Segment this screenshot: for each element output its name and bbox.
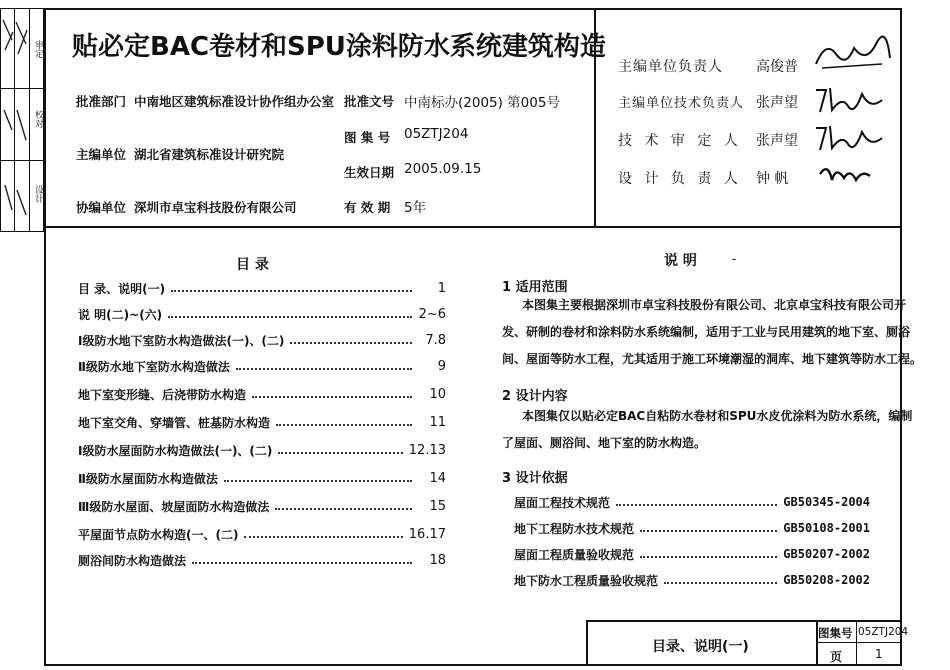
toc-item-text: Ⅱ级防水地下室防水构造做法 [78, 359, 230, 374]
standard-row [514, 518, 870, 538]
atlas-no-value: 05ZTJ204 [404, 126, 469, 142]
toc-item[interactable] [78, 440, 446, 460]
toc-item-page: 12.13 [408, 442, 446, 458]
toc-item[interactable] [78, 524, 446, 544]
side-scribble-icon [0, 10, 30, 230]
toc-item[interactable] [78, 496, 446, 516]
toc-item-page: 7.8 [425, 332, 446, 348]
toc-item-text: Ⅱ级防水屋面防水构造做法 [78, 471, 218, 486]
notes-section-title: 3 设计依据 [502, 471, 568, 486]
signature [812, 120, 888, 160]
notes-heading-mark: - [732, 252, 737, 266]
co-unit-value: 深圳市卓宝科技股份有限公司 [134, 200, 297, 215]
notes-paragraph-line: 本图集仅以贴必定BAC自粘防水卷材和SPU水皮优涂料为防水系统，编制 [522, 409, 913, 423]
toc-item-page: 9 [437, 358, 446, 374]
standard-code: GB50108-2001 [783, 521, 870, 535]
approval-dept-label: 批准部门 [76, 94, 127, 109]
standard-code: GB50345-2004 [783, 495, 870, 509]
chief-unit-value: 湖北省建筑标准设计研究院 [134, 147, 285, 162]
effective-date-label: 生效日期 [344, 165, 395, 180]
signature [816, 160, 876, 194]
atlas-no-label-tb: 图集号 [818, 626, 853, 640]
approval-doc-label: 批准文号 [344, 94, 395, 109]
toc-item-page: 1 [437, 280, 446, 296]
standard-row [514, 492, 870, 512]
toc-item[interactable] [78, 356, 446, 376]
resp-role: 技 术 审 定 人 [618, 133, 742, 149]
standard-name: 地下工程防水技术规范 [514, 521, 635, 536]
chief-unit-label: 主编单位 [76, 147, 127, 162]
toc-item-text: 地下室变形缝、后浇带防水构造 [78, 387, 247, 402]
side-cell-check: 校对 [33, 110, 43, 128]
resp-role: 主编单位技术负责人 [618, 96, 745, 111]
standard-code: GB50208-2002 [783, 573, 870, 587]
toc-item[interactable] [78, 550, 446, 570]
toc-item[interactable] [78, 304, 446, 324]
signature [812, 82, 888, 122]
notes-heading: 说 明 [664, 253, 697, 269]
validity-value: 5年 [404, 200, 427, 216]
validity-label: 有 效 期 [344, 200, 391, 215]
resp-name: 张声望 [756, 133, 798, 149]
approval-doc-value: 中南标办(2005) 第005号 [404, 95, 560, 111]
resp-role: 主编单位负责人 [618, 59, 723, 75]
standard-row [514, 570, 870, 590]
toc-item-text: 平屋面节点防水构造(一、(二) [78, 527, 239, 542]
atlas-no-value-tb: 05ZTJ204 [858, 626, 909, 638]
page-number: 1 [875, 647, 883, 661]
notes-paragraph-line: 发、研制的卷材和涂料防水系统编制，适用于工业与民用建筑的地下室、厕浴 [502, 325, 911, 339]
toc-heading: 目 录 [236, 257, 269, 273]
atlas-no-label: 图 集 号 [344, 130, 391, 145]
notes-paragraph-line: 间、屋面等防水工程，尤其适用于施工环境潮湿的洞库、地下建筑等防水工程。 [502, 352, 923, 366]
page-title: 贴必定BAC卷材和SPU涂料防水系统建筑构造 [72, 32, 606, 62]
standard-name: 地下防水工程质量验收规范 [514, 573, 659, 588]
toc-item-text: Ⅰ级防水屋面防水构造做法(一)、(二) [78, 443, 273, 458]
standard-name: 屋面工程质量验收规范 [514, 547, 635, 562]
toc-item-text: 地下室交角、穿墙管、桩基防水构造 [78, 415, 271, 430]
toc-item-page: 10 [429, 386, 446, 402]
sheet-title: 目录、说明(一) [652, 639, 749, 655]
side-cell-review: 审定 [33, 40, 43, 58]
toc-item[interactable] [78, 468, 446, 488]
toc-item-text: 目 录、说明(一) [78, 281, 166, 296]
resp-name: 高俊普 [756, 59, 798, 75]
resp-name: 钟 帆 [756, 171, 789, 187]
standard-code: GB50207-2002 [783, 547, 870, 561]
toc-item-text: Ⅲ级防水屋面、坡屋面防水构造做法 [78, 499, 270, 514]
toc-item[interactable] [78, 278, 446, 298]
signature [812, 34, 892, 81]
toc-item-page: 15 [429, 498, 446, 514]
toc-item[interactable] [78, 384, 446, 404]
co-unit-label: 协编单位 [76, 200, 127, 215]
notes-section-title: 2 设计内容 [502, 389, 568, 404]
toc-item-text: Ⅰ级防水地下室防水构造做法(一)、(二) [78, 333, 285, 348]
approval-dept-value: 中南地区建筑标准设计协作组办公室 [134, 94, 335, 109]
notes-paragraph-line: 了屋面、厕浴间、地下室的防水构造。 [502, 436, 707, 450]
notes-section-title: 1 适用范围 [502, 280, 568, 295]
side-signature-strip [0, 0, 44, 232]
toc-item-page: 14 [429, 470, 446, 486]
standard-name: 屋面工程技术规范 [514, 495, 611, 510]
notes-paragraph-line: 本图集主要根据深圳市卓宝科技股份有限公司、北京卓宝科技有限公司开 [522, 298, 907, 312]
toc-item-text: 厕浴间防水构造做法 [78, 553, 187, 568]
toc-item-page: 11 [429, 414, 446, 430]
side-cell-design: 设计 [33, 185, 43, 203]
toc-item[interactable] [78, 330, 446, 350]
toc-item-page: 2~6 [418, 306, 446, 322]
effective-date-value: 2005.09.15 [404, 161, 482, 177]
toc-item[interactable] [78, 412, 446, 432]
resp-name: 张声望 [756, 95, 798, 111]
standard-row [514, 544, 870, 564]
page-label: 页 [830, 650, 843, 664]
toc-item-page: 18 [429, 552, 446, 568]
toc-item-page: 16.17 [408, 526, 446, 542]
resp-role: 设 计 负 责 人 [618, 171, 742, 187]
toc-item-text: 说 明(二)~(六) [78, 307, 163, 322]
header-divider [44, 226, 902, 228]
